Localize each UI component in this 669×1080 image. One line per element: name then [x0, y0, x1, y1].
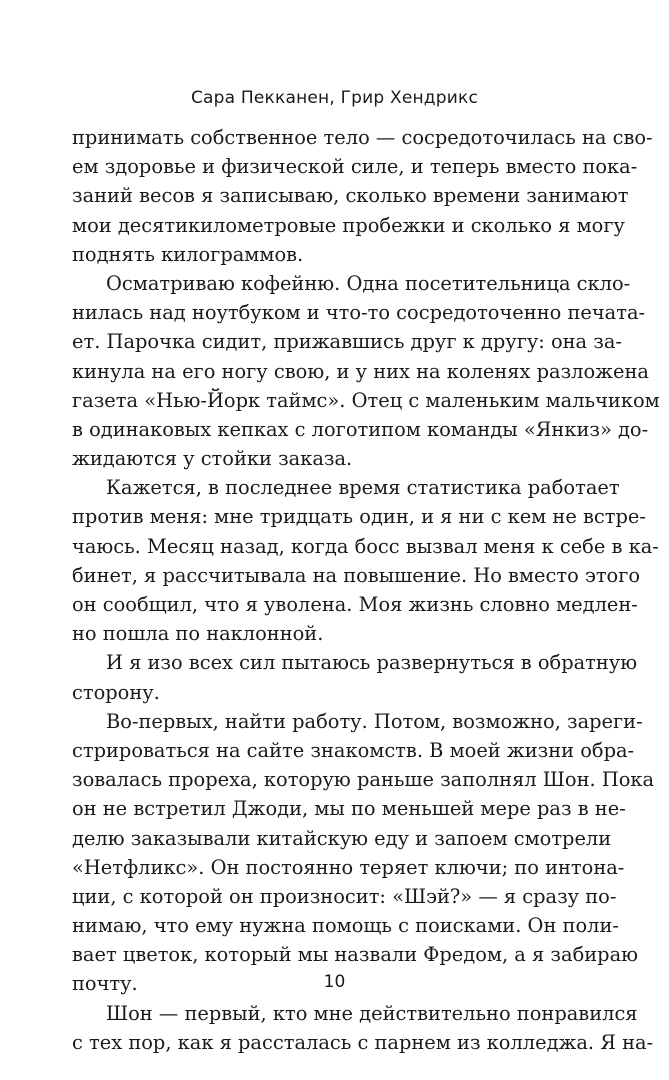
text-line: нилась над ноутбуком и что-то сосредоточенно печата-	[72, 301, 646, 325]
running-title: Сара Пекканен, Грир Хендрикс	[190, 88, 479, 108]
text-line: зовалась прореха, которую раньше заполнял Шон. Пока	[72, 768, 655, 792]
text-line: чаюсь. Месяц назад, когда босс вызвал меня к себе в ка-	[72, 534, 659, 558]
text-line: он не встретил Джоди, мы по меньшей мере раз в не-	[72, 797, 626, 821]
page-number: 10	[323, 972, 346, 992]
text-line: стрироваться на сайте знакомств. В моей жизни обра-	[72, 738, 635, 762]
paragraph	[72, 999, 654, 1057]
paragraph	[72, 269, 660, 473]
paragraph	[72, 473, 659, 648]
text-line: он сообщил, что я уволена. Моя жизнь словно медлен-	[72, 593, 638, 616]
text-line: И я изо всех сил пытаюсь развернуться в обратную	[106, 651, 638, 675]
text-line: «Нетфликс». Он постоянно теряет ключи; по интона-	[72, 855, 625, 879]
text-line: принимать собственное тело — сосредоточилась на сво-	[72, 126, 653, 149]
text-line: против меня: мне тридцать один, и я ни с кем не встре-	[72, 505, 646, 529]
text-line: делю заказывали китайскую еду и запоем смотрели	[72, 826, 612, 850]
text-line: с тех пор, как я рассталась с парнем из колледжа. Я на-	[72, 1030, 654, 1054]
text-line: Кажется, в последнее время статистика работает	[106, 476, 620, 500]
text-line: но пошла по наклонной.	[72, 622, 324, 646]
text-line: ет. Парочка сидит, прижавшись друг к другу: она за-	[72, 330, 622, 354]
text-line: поднять килограммов.	[72, 242, 304, 266]
text-line: почту.	[72, 972, 138, 996]
text-line: вает цветок, который мы назвали Фредом, а я забираю	[72, 943, 639, 967]
text-line: Осматриваю кофейню. Одна посетительница скло-	[106, 271, 631, 295]
text-line: сторону.	[72, 680, 160, 704]
text-line: мои десятикилометровые пробежки и сколько я могу	[72, 213, 625, 237]
text-line: в одинаковых кепках с логотипом команды «Янкиз» до-	[72, 417, 649, 441]
text-line: Шон — первый, кто мне действительно понравился	[106, 1001, 638, 1025]
text-line: Во-первых, найти работу. Потом, возможно, зареги-	[106, 709, 643, 733]
body-text	[72, 123, 660, 1057]
paragraph	[72, 707, 655, 999]
text-line: бинет, я рассчитывала на повышение. Но вместо этого	[72, 563, 641, 587]
text-line: газета «Нью-Йорк таймс». Отец с маленьким мальчиком	[72, 388, 660, 412]
paragraph	[72, 123, 653, 269]
text-line: ем здоровье и физической силе, и теперь вместо пока-	[72, 155, 638, 179]
text-line: жидаются у стойки заказа.	[72, 447, 353, 471]
text-line: кинула на его ногу свою, и у них на коленях разложена	[72, 359, 649, 383]
paragraph	[72, 648, 638, 706]
text-line: ции, с которой он произносит: «Шэй?» — я сразу по-	[72, 884, 617, 908]
text-line: заний весов я записываю, сколько времени занимают	[72, 184, 629, 208]
text-line: нимаю, что ему нужна помощь с поисками. Он поли-	[72, 914, 619, 938]
